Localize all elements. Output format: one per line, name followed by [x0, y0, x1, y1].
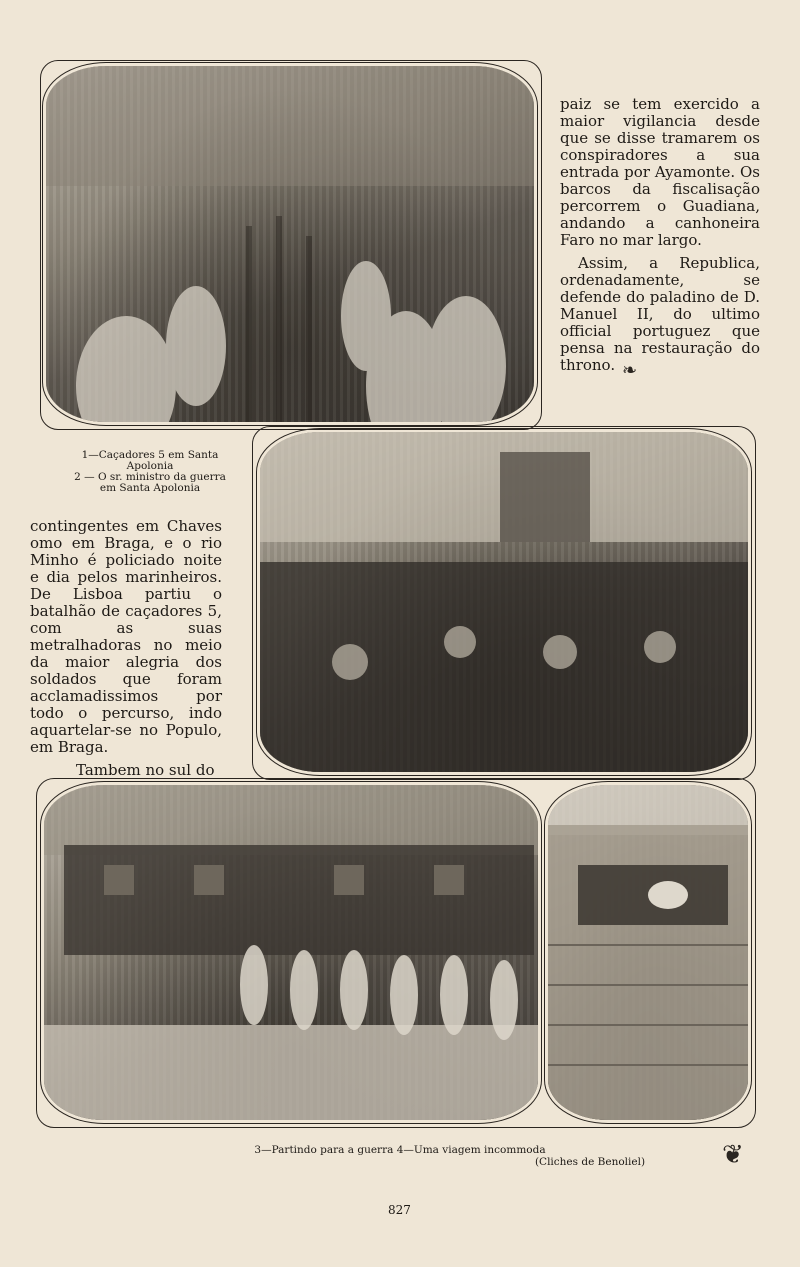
caption-line-1: 1—Caçadores 5 em Santa Apolonia	[81, 449, 219, 472]
middle-left-paragraph-1: contingentes em Chaves omo em Braga, e o rio Minho é policiado noite e dia pelos marinheiros. De Lisboa partiu o batalhão de caçadores 5, com as suas metralhadoras no meio da maior alegria dos soldados que foram acclamadissimos por todo o percurso, indo aquartelar-se no Populo, em Braga.	[30, 517, 222, 756]
leaf-ornament-icon: ❧	[622, 360, 638, 381]
photo-credit: (Cliches de Benoliel)	[534, 1156, 646, 1168]
middle-left-paragraph-2: Tambem no sul do	[76, 761, 215, 779]
top-right-paragraph-2: Assim, a Republica, ordenadamente, se defende do paladino de D. Manuel II, do ultimo official portuguez que pensa na restauração do throno.	[560, 254, 760, 374]
swirl-ornament-icon: ❦	[722, 1140, 744, 1170]
top-right-paragraph-1: paiz se tem exercido a maior vigilancia desde que se disse tramarem os conspiradores a sua entrada por Ayamonte. Os barcos da fiscalisação percorrem o Guadiana, andando a canhoneira Faro no mar largo.	[560, 95, 760, 249]
page-number: 827	[388, 1203, 411, 1217]
caption-line-2: 2 — O sr. ministro da guerra em Santa Apolonia	[74, 471, 226, 494]
photo-partindo-para-a-guerra	[44, 785, 538, 1120]
top-right-text-column	[560, 96, 760, 380]
caption-photos-1-2	[70, 450, 230, 494]
photo-uma-viagem-incommoda	[548, 785, 748, 1120]
photo-ministro-da-guerra	[260, 432, 748, 772]
photo-cacadores-santa-apolonia	[46, 66, 534, 422]
caption-photos-3-4: 3—Partindo para a guerra 4—Uma viagem incommoda	[254, 1144, 546, 1156]
middle-left-text-column	[30, 518, 222, 785]
